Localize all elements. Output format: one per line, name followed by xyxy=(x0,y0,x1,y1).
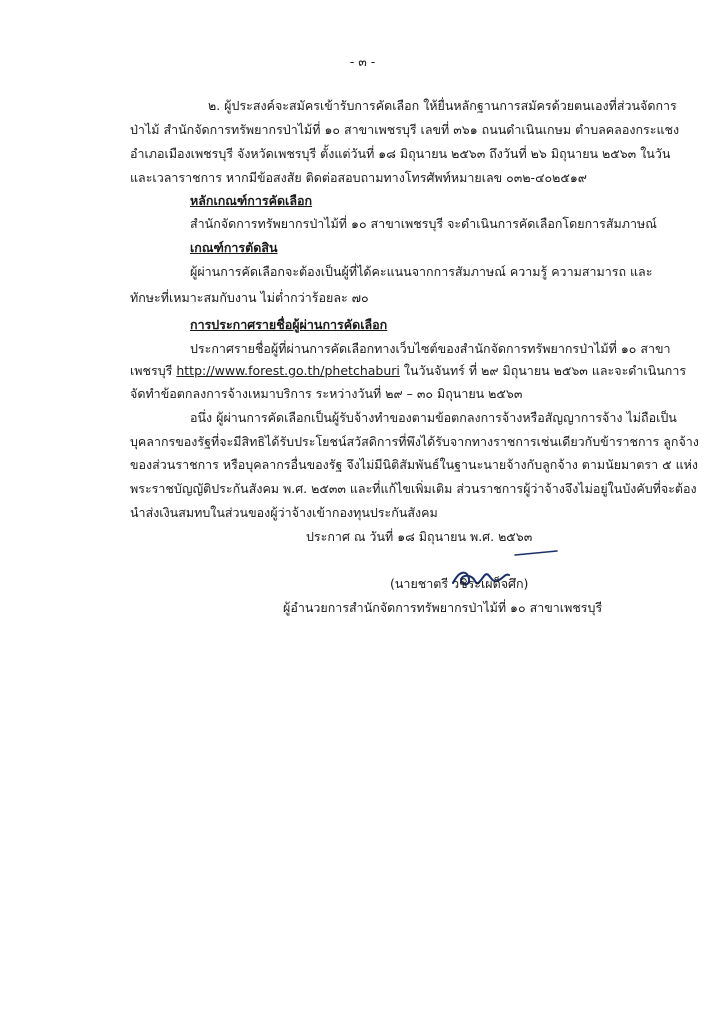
signer-title: ผู้อำนวยการสำนักจัดการทรัพยากรป่าไม้ที่ ๑๐ สาขาเพชรบุรี xyxy=(283,600,603,615)
announcement-date: ประกาศ ณ วันที่ ๑๘ มิถุนายน พ.ศ. ๒๕๖๓ xyxy=(306,529,533,544)
announcement-line-3: จัดทำข้อตกลงการจ้างเหมาบริการ ระหว่างวันที่ ๒๙ – ๓๐ มิถุนายน ๒๕๖๓ xyxy=(130,386,523,401)
judgement-line-1: ผู้ผ่านการคัดเลือกจะต้องเป็นผู้ที่ได้คะแนนจากการสัมภาษณ์ ความรู้ ความสามารถ และ xyxy=(190,264,653,279)
judgement-line-2: ทักษะที่เหมาะสมกับงาน ไม่ต่ำกว่าร้อยละ ๗๐ xyxy=(130,290,369,305)
announcement-line-1: ประกาศรายชื่อผู้ที่ผ่านการคัดเลือกทางเว็บไซต์ของสำนักจัดการทรัพยากรป่าไม้ที่ ๑๐ สาขา xyxy=(190,341,671,356)
criteria-heading: หลักเกณฑ์การคัดเลือก xyxy=(190,193,313,208)
section2-line-3: อำเภอเมืองเพชรบุรี จังหวัดเพชรบุรี ตั้งแต่วันที่ ๑๘ มิถุนายน ๒๕๖๓ ถึงวันที่ ๒๖ มิถุนายน ๒๕๖๓ ในวัน xyxy=(130,146,671,161)
judgement-heading: เกณฑ์การตัดสิน xyxy=(190,240,278,255)
section2-line-2: ป่าไม้ สำนักจัดการทรัพยากรป่าไม้ที่ ๑๐ สาขาเพชรบุรี เลขที่ ๓๖๑ ถนนดำเนินเกษม ตำบลคลองกระแชง xyxy=(130,122,680,137)
announcement-line-2-prefix: เพชรบุรี xyxy=(130,363,173,378)
note-line-4: พระราชบัญญัติประกันสังคม พ.ศ. ๒๕๓๓ และที่แก้ไขเพิ่มเติม ส่วนราชการผู้ว่าจ้างจึงไม่อยู่ในบังคับที่จะต้อง xyxy=(130,481,697,496)
note-line-1: อนึ่ง ผู้ผ่านการคัดเลือกเป็นผู้รับจ้างทำของตามข้อตกลงการจ้างหรือสัญญาการจ้าง ไม่ถือเป็น xyxy=(190,410,677,425)
note-line-3: ของส่วนราชการ หรือบุคลากรอื่นของรัฐ จึงไม่มีนิติสัมพันธ์ในฐานะนายจ้างกับลูกจ้าง ตามนัยมาตรา ๕ แห่ง xyxy=(130,457,698,472)
section2-line-4: และเวลาราชการ หากมีข้อสงสัย ติดต่อสอบถามทางโทรศัพท์หมายเลข ๐๓๒-๔๐๒๕๑๙ xyxy=(130,170,587,185)
page-number: - ๓ - xyxy=(349,54,376,69)
criteria-text: สำนักจัดการทรัพยากรป่าไม้ที่ ๑๐ สาขาเพชรบุรี จะดำเนินการคัดเลือกโดยการสัมภาษณ์ xyxy=(190,216,657,231)
note-line-2: บุคลากรของรัฐที่จะมีสิทธิได้รับประโยชน์สวัสดิการที่พึงได้รับจากทางราชการเช่นเดียวกับข้าราชการ ลูกจ้าง xyxy=(130,434,699,449)
note-line-5: นำส่งเงินสมทบในส่วนของผู้ว่าจ้างเข้ากองทุนประกันสังคม xyxy=(130,505,438,520)
announcement-heading: การประกาศรายชื่อผู้ผ่านการคัดเลือก xyxy=(190,317,388,332)
section2-line-1: ๒. ผู้ประสงค์จะสมัครเข้ารับการคัดเลือก ให้ยื่นหลักฐานการสมัครด้วยตนเองที่ส่วนจัดการ xyxy=(208,98,677,113)
forest-website-link[interactable]: http://www.forest.go.th/phetchaburi xyxy=(176,363,400,378)
announcement-line-2 xyxy=(130,363,686,379)
signer-name: (นายชาตรี วชิระเผด็จศึก) xyxy=(390,576,529,591)
announcement-line-2-suffix: ในวันจันทร์ ที่ ๒๙ มิถุนายน ๒๕๖๓ และจะดำเนินการ xyxy=(403,363,687,378)
